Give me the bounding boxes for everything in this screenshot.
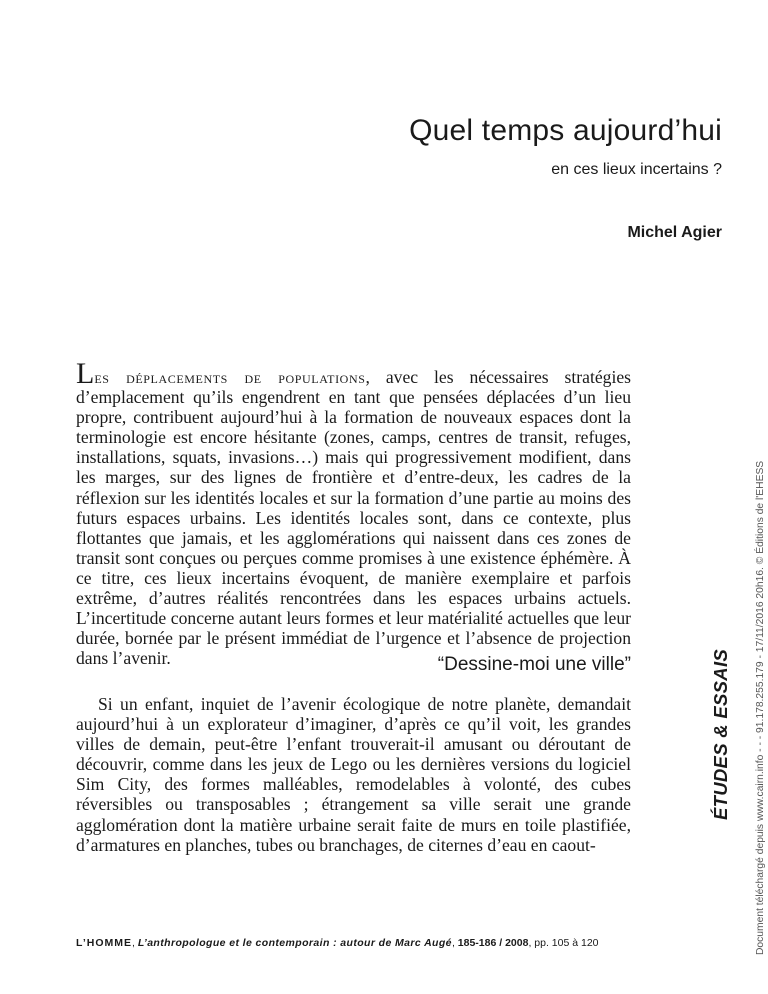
intro-paragraph — [76, 357, 631, 669]
page-footer: L’HOMME, L’anthropologue et le contemporain : autour de Marc Augé, 185-186 / 2008, pp. 105 à 120 — [76, 937, 599, 949]
article-subtitle: en ces lieux incertains ? — [551, 161, 722, 178]
section-paragraph: Si un enfant, inquiet de l’avenir écologique de notre planète, demandait aujourd’hui à un explorateur d’imaginer, d’après ce qu’il voit, les grandes villes de demain, peut-être l’enfant trouverait-il amusant ou déroutant de découvrir, comme dans les jeux de Lego ou les dernières versions du logiciel Sim City, des formes malléables, remodelables à volonté, des cubes réversibles ou transposables ; étrangement sa ville serait une grande agglomération dont la matière urbaine serait faite de murs en toile plastifiée, d’armatures en planches, tubes ou branchages, de citernes d’eau en caout- — [76, 694, 631, 855]
issue-series: L’anthropologue et le contemporain : autour de Marc Augé — [137, 937, 452, 949]
intro-smallcaps: es déplacements de populations — [94, 367, 366, 387]
author-name: Michel Agier — [627, 224, 722, 241]
section-heading: “Dessine-moi une ville” — [437, 654, 631, 675]
page-range: pp. 105 à 120 — [534, 937, 599, 949]
drop-cap: L — [76, 357, 95, 390]
journal-name: L’HOMME — [76, 937, 132, 949]
download-watermark: Document téléchargé depuis www.cairn.info - - - 91.178.255.179 - 17/11/2016 20h16. © Éditions de l'EHESS — [755, 460, 766, 955]
article-title: Quel temps aujourd’hui — [409, 114, 722, 147]
intro-text: , avec les nécessaires stratégies d’emplacement qu’ils engendrent en tant que pensées déplacées d’un lieu propre, contribuent aujourd’hui à la formation de nouveaux espaces dont la terminologie est encore hésitante (zones, camps, centres de transit, refuges, installations, squats, invasions…) mais qui progressivement modifient, dans les marges, sur des lignes de frontière et d’entre-deux, les cadres de la réflexion sur les identités locales et sur la formation d’une partie au moins des futurs espaces urbains. Les identités locales sont, dans ce contexte, plus flottantes que jamais, et les agglomérations qui naissent dans ces zones de transit sont conçues ou perçues comme promises à une existence éphémère. À ce titre, ces lieux incertains évoquent, de manière exemplaire et parfois extrême, d’autres réalités rencontrées dans les espaces urbains actuels. L’incertitude concerne autant leurs formes et leur matérialité actuelles que leur durée, bornée par le présent immédiat de l’urgence et l’absence de projection dans l’avenir. — [76, 367, 631, 669]
section-label: ÉTUDES & ESSAIS — [710, 648, 731, 820]
issue-number: 185-186 / 2008 — [457, 937, 529, 949]
